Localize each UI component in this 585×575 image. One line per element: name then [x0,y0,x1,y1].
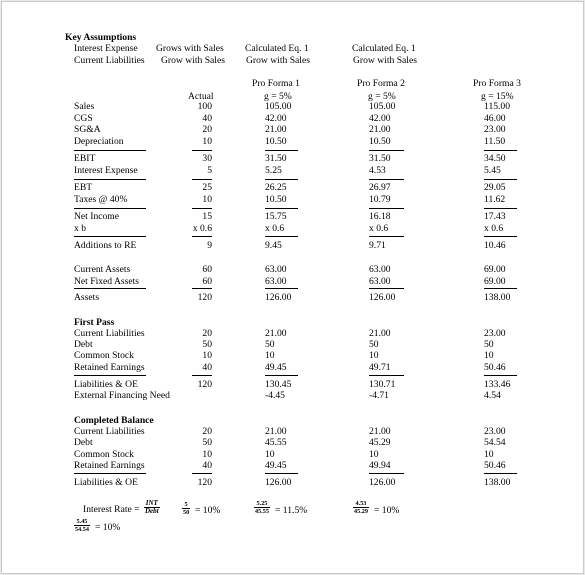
rule [192,375,212,376]
cell-pro-forma-1: 126.00 [265,477,292,488]
cell-actual: 100 [197,101,212,112]
cell-pro-forma-3: 4.54 [484,390,501,401]
row-label: Depreciation [74,136,124,147]
cell-pro-forma-2: 21.00 [369,328,391,339]
rule [369,236,404,237]
row-label: External Financing Need [74,390,170,401]
row-label: EBT [74,182,93,193]
rule [369,150,404,151]
cell-pro-forma-1: 5.25 [265,165,282,176]
assumption-value: Calculated Eq. 1 [352,43,416,54]
cell-pro-forma-2: 10.50 [369,136,391,147]
row-label: Assets [74,292,100,303]
cell-pro-forma-1: 105.00 [265,101,292,112]
column-header-actual: Actual [188,91,214,102]
cell-pro-forma-1: 26.25 [265,182,287,193]
cell-actual: 10 [202,136,212,147]
rule [192,150,212,151]
row-label: Net Fixed Assets [74,276,140,287]
cell-pro-forma-2: 45.29 [369,437,391,448]
cell-pro-forma-2: 63.00 [369,264,391,275]
cell-pro-forma-1: 10 [265,449,275,460]
cell-pro-forma-3: 34.50 [484,153,506,164]
cell-actual: 40 [202,113,212,124]
rule [484,473,517,474]
rule [265,288,298,289]
cell-pro-forma-3: 50.46 [484,362,506,373]
cell-pro-forma-1: 21.00 [265,426,287,437]
cell-pro-forma-3: 23.00 [484,426,506,437]
cell-actual: 60 [202,264,212,275]
cell-pro-forma-1: 21.00 [265,328,287,339]
rule [369,473,404,474]
row-label: Current Assets [74,264,131,275]
cell-pro-forma-2: 42.00 [369,113,391,124]
cell-pro-forma-3: 10.46 [484,240,506,251]
cell-pro-forma-3: 23.00 [484,124,506,135]
cell-pro-forma-2: 63.00 [369,276,391,287]
cell-pro-forma-2: 49.71 [369,362,391,373]
cell-actual: 60 [202,276,212,287]
row-label: Additions to RE [74,240,137,251]
cell-actual: 120 [197,379,212,390]
rule [265,150,298,151]
rule [192,208,212,209]
cell-actual: 120 [197,292,212,303]
rule [484,288,517,289]
column-header-pf2: Pro Forma 2 [357,78,405,89]
cell-pro-forma-2: -4.71 [369,390,389,401]
row-label: Common Stock [74,350,134,361]
row-label: Current Liabilities [74,328,145,339]
cell-actual: 20 [202,426,212,437]
cell-pro-forma-1: 63.00 [265,264,287,275]
assumption-value: Grow with Sales [161,55,225,66]
rule [265,236,298,237]
rule [74,150,146,151]
rule [74,236,146,237]
cell-actual: 20 [202,124,212,135]
interest-result-actual: = 10% [195,505,221,516]
cell-pro-forma-3: 69.00 [484,276,506,287]
row-label: Common Stock [74,449,134,460]
cell-pro-forma-3: 10 [484,350,494,361]
cell-pro-forma-1: 45.55 [265,437,287,448]
cell-pro-forma-1: 9.45 [265,240,282,251]
cell-pro-forma-1: 50 [265,339,275,350]
cell-pro-forma-3: 138.00 [484,477,511,488]
column-header-pf1: Pro Forma 1 [252,78,300,89]
cell-actual: 10 [202,350,212,361]
row-label: EBIT [74,153,96,164]
interest-fraction-pf1: $\frac{5.25}{45.55}$ [255,500,269,515]
cell-pro-forma-3: 54.54 [484,437,506,448]
row-label: Current Liabilities [74,426,145,437]
interest-fraction-actual: $\frac{5}{50}$ [183,501,190,516]
rule [484,375,517,376]
rule [192,288,212,289]
row-label: Retained Earnings [74,460,145,471]
column-header-pf3: Pro Forma 3 [473,78,521,89]
rule [369,375,404,376]
cell-actual: 30 [202,153,212,164]
section-first-pass: First Pass [74,317,115,328]
assumption-label: Current Liabilities [74,55,145,66]
cell-actual: 120 [197,477,212,488]
cell-actual: 10 [202,194,212,205]
cell-pro-forma-1: 10.50 [265,136,287,147]
rule [74,179,146,180]
cell-pro-forma-1: -4.45 [265,390,285,401]
cell-pro-forma-2: x 0.6 [369,223,389,234]
cell-pro-forma-3: 133.46 [484,379,511,390]
cell-actual: 50 [202,437,212,448]
cell-pro-forma-1: 49.45 [265,460,287,471]
cell-pro-forma-2: 9.71 [369,240,386,251]
interest-result-pf3: = 10% [95,522,121,533]
cell-actual: 40 [202,460,212,471]
cell-pro-forma-1: 10 [265,350,275,361]
cell-pro-forma-3: 11.62 [484,194,506,205]
cell-actual: x 0.6 [192,223,212,234]
rule [265,473,298,474]
growth-pf3: g = 15% [481,91,514,102]
cell-pro-forma-3: 138.00 [484,292,511,303]
cell-pro-forma-1: 126.00 [265,292,292,303]
cell-pro-forma-1: 130.45 [265,379,292,390]
cell-pro-forma-2: 10 [369,350,379,361]
cell-pro-forma-3: 50 [484,339,494,350]
growth-pf1: g = 5% [264,91,292,102]
interest-fraction-pf3: $\frac{5.45}{54.54}$ [75,518,89,533]
rule [192,179,212,180]
rule [265,208,298,209]
cell-pro-forma-3: 23.00 [484,328,506,339]
cell-pro-forma-3: 5.45 [484,165,501,176]
cell-pro-forma-3: 46.00 [484,113,506,124]
cell-pro-forma-2: 50 [369,339,379,350]
cell-pro-forma-3: x 0.6 [484,223,504,234]
rule [369,208,404,209]
assumption-label: Interest Expense [74,43,138,54]
row-label: Debt [74,339,93,350]
growth-pf2: g = 5% [368,91,396,102]
cell-pro-forma-3: 115.00 [484,101,511,112]
row-label: Interest Expense [74,165,138,176]
cell-pro-forma-3: 17.43 [484,211,506,222]
assumption-value: Grows with Sales [156,43,224,54]
rule [484,179,517,180]
row-label: Taxes @ 40% [74,194,128,205]
cell-pro-forma-3: 50.46 [484,460,506,471]
cell-actual: 25 [202,182,212,193]
rule [484,236,517,237]
cell-actual: 15 [202,211,212,222]
cell-actual: 50 [202,339,212,350]
cell-actual: 10 [202,449,212,460]
interest-rate-formula: INT Debt [145,499,159,515]
row-label: SG&A [74,124,101,135]
rule [484,150,517,151]
cell-pro-forma-3: 29.05 [484,182,506,193]
cell-pro-forma-2: 105.00 [369,101,396,112]
cell-pro-forma-2: 130.71 [369,379,396,390]
row-label: Net Income [74,211,120,222]
cell-pro-forma-2: 10.79 [369,194,391,205]
cell-pro-forma-1: 63.00 [265,276,287,287]
cell-pro-forma-2: 21.00 [369,426,391,437]
cell-pro-forma-2: 49.94 [369,460,391,471]
cell-actual: 40 [202,362,212,373]
cell-pro-forma-3: 10 [484,449,494,460]
interest-result-pf2: = 10% [374,505,400,516]
rule [192,473,212,474]
cell-pro-forma-1: 21.00 [265,124,287,135]
cell-actual: 20 [202,328,212,339]
rule [192,236,212,237]
cell-pro-forma-2: 21.00 [369,124,391,135]
interest-fraction-pf2: $\frac{4.53}{45.29}$ [354,500,368,515]
row-label: CGS [74,113,93,124]
row-label: Retained Earnings [74,362,145,373]
rule [74,208,146,209]
cell-pro-forma-3: 69.00 [484,264,506,275]
rule [369,288,404,289]
cell-pro-forma-2: 10 [369,449,379,460]
cell-pro-forma-1: 42.00 [265,113,287,124]
document-page [1,1,584,574]
cell-actual: 5 [207,165,212,176]
assumptions-heading: Key Assumptions [65,32,137,43]
interest-result-pf1: = 11.5% [275,505,308,516]
rule [265,375,298,376]
rule [74,473,146,474]
cell-pro-forma-1: x 0.6 [265,223,285,234]
row-label: Sales [74,101,95,112]
cell-pro-forma-2: 16.18 [369,211,391,222]
assumption-value: Grow with Sales [246,55,310,66]
rule [265,179,298,180]
rule [484,208,517,209]
cell-pro-forma-2: 126.00 [369,477,396,488]
section-completed-balance: Completed Balance [74,415,154,426]
row-label: Debt [74,437,93,448]
cell-pro-forma-1: 15.75 [265,211,287,222]
cell-pro-forma-2: 26.97 [369,182,391,193]
cell-pro-forma-3: 11.50 [484,136,506,147]
assumption-value: Grow with Sales [353,55,417,66]
rule [74,288,146,289]
rule [74,375,146,376]
rule [369,179,404,180]
interest-rate-label: Interest Rate = [83,504,140,515]
assumption-value: Calculated Eq. 1 [245,43,309,54]
cell-pro-forma-1: 49.45 [265,362,287,373]
cell-actual: 9 [207,240,212,251]
cell-pro-forma-1: 10.50 [265,194,287,205]
cell-pro-forma-2: 31.50 [369,153,391,164]
cell-pro-forma-2: 126.00 [369,292,396,303]
cell-pro-forma-1: 31.50 [265,153,287,164]
row-label: x b [74,223,86,234]
cell-pro-forma-2: 4.53 [369,165,386,176]
row-label: Liabilities & OE [74,477,138,488]
row-label: Liabilities & OE [74,379,138,390]
